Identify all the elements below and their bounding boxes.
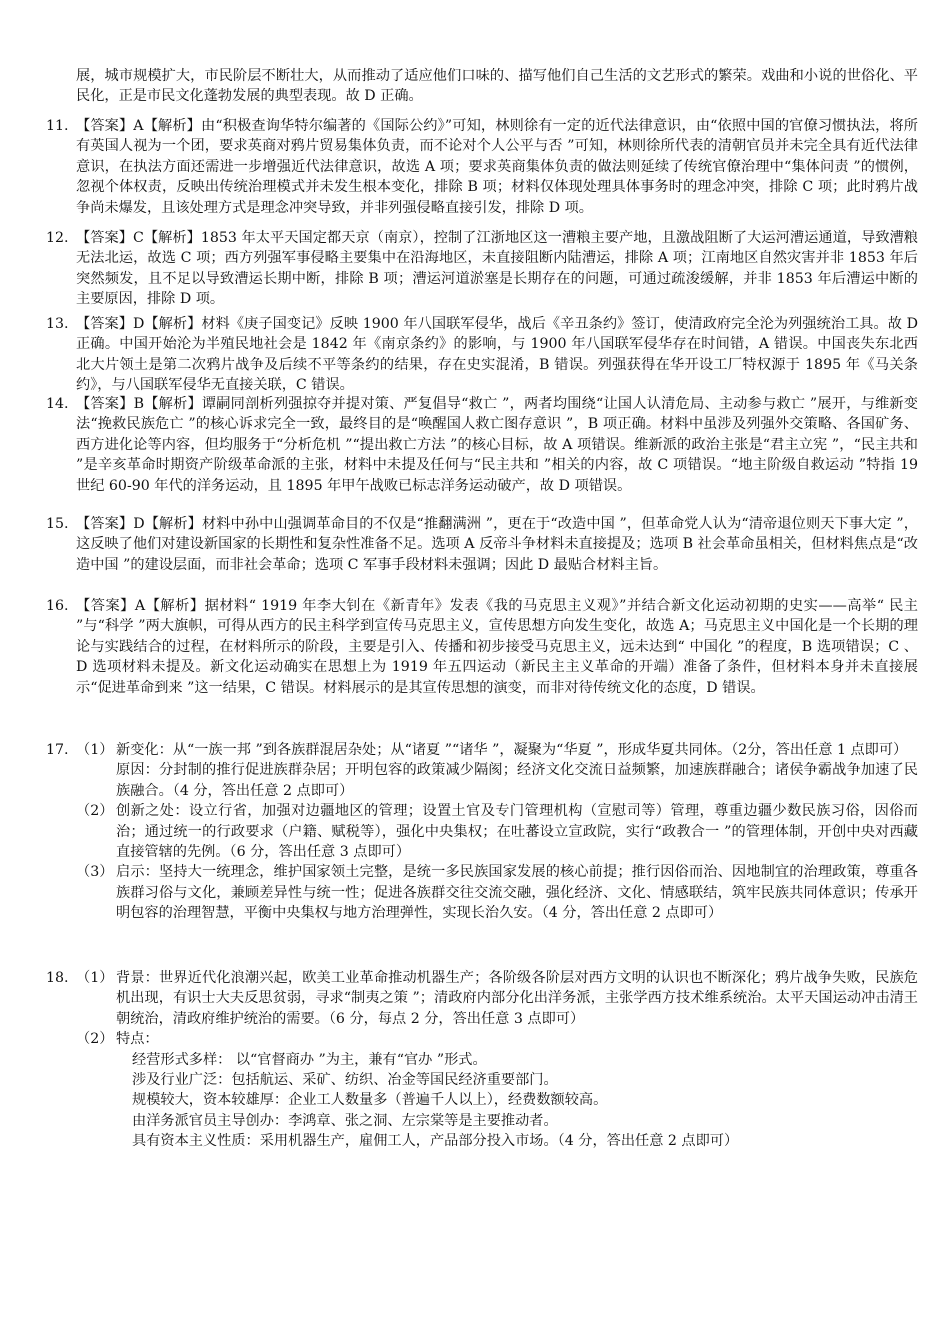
item-explanation: 【答案】D【解析】材料中孙中山强调革命目的不仅是“推翻满洲 ”，更在于“改造中国 ”，但革命党人认为“清帝退位则天下事大定 ”，这反映了他们对建设新国家的长期性和复杂性准备不足。选项 A 反帝斗争材料未直接提及；选项 B 社会革命虽相关，但材料焦点是“改造中国 ”的建设层面，而非社会革命；选项 C 军事手段材料未强调；因此 D 最贴合材料主旨。: [76, 516, 918, 573]
part-label: （1）: [76, 742, 114, 758]
question-number: 17.: [46, 742, 69, 758]
answer-item-11: [46, 116, 918, 218]
item-number: 13.: [46, 316, 69, 332]
question-number: 18.: [46, 970, 69, 986]
item-explanation: 【答案】C【解析】1853 年太平天国定都天京（南京），控制了江浙地区这一漕粮主要产地，且激战阻断了大运河漕运通道，导致漕粮无法北运，故选 C 项；西方列强军事侵略主要集中在沿海地区，未直接阻断内陆漕运，排除 A 项；江南地区自然灾害并非 1853 年后突然频发，且不足以导致漕运长期中断，排除 B 项；漕运河道淤塞是长期存在的问题，可通过疏浚缓解，并非 1853 年后漕运中断的主要原因，排除 D 项。: [76, 230, 918, 308]
question-18-answer: [46, 968, 918, 1152]
item-explanation: 【答案】A【解析】由“积极查询华特尔编著的《国际公约》”可知，林则徐有一定的近代法律意识，由“依照中国的官僚习惯执法，将所有英国人视为一个团，要求英商对鸦片贸易集体负责，而不论对个人公平与否 ”可知，林则徐所代表的清朝官员并未完全具有近代法律意识，在执法方面还需进一步增强近代法律意识，故选 A 项；要求英商集体负责的做法则延续了传统官僚治理中“集体问责 ”的惯例，忽视个体权责，反映出传统治理模式并未发生根本变化，排除 B 项；材料仅体现处理具体事务时的理念冲突，排除 C 项；此时鸦片战争尚未爆发，且该处理方式是理念冲突导致，并非列强侵略直接引发，排除 D 项。: [76, 118, 918, 216]
part-line: 创新之处：设立行省，加强对边疆地区的管理；设置土官及专门管理机构（宣慰司等）管理，尊重边疆少数民族习俗，因俗而治；通过统一的行政要求（户籍、赋税等），强化中央集权；在吐蕃设立宣政院，实行“政教合一 ”的管理体制，开创中央对西藏直接管辖的先例。（6 分，答出任意 3 点即可）: [116, 803, 918, 861]
question-17-answer: [46, 740, 918, 924]
answer-item-13: [46, 314, 918, 396]
answer-item-12: [46, 228, 918, 310]
answer-item-16: [46, 596, 918, 698]
part-label: （1）: [76, 970, 114, 986]
item-number: 12.: [46, 230, 69, 246]
part-heading: 特点：: [116, 1031, 159, 1048]
part-line: 原因：分封制的推行促进族群杂居；开明包容的政策减少隔阂；经济文化交流日益频繁，加速族群融合；诸侯争霸战争加速了民族融合。（4 分，答出任意 2 点即可）: [116, 762, 918, 799]
part-label: （2）: [76, 1031, 114, 1048]
q17-part-2: [76, 801, 918, 862]
q17-part-3: [76, 862, 918, 923]
item-explanation: 【答案】B【解析】谭嗣同剖析列强掠夺并提对策、严复倡导“救亡 ”，两者均围绕“让国人认清危局、主动参与救亡 ”展开，与维新变法“挽救民族危亡 ”的核心诉求完全一致，最终目的是“唤醒国人救亡图存意识 ”，B 项正确。材料中虽涉及列强外交策略、各国矿务、西方进化论等内容，但均服务于“分析危机 ”“提出救亡方法 ”的核心目标，故 A 项错误。维新派的政治主张是“君主立宪 ”，“民主共和 ”是辛亥革命时期资产阶级革命派的主张，材料中未提及任何与“民主共和 ”相关的内容，故 C 项错误。“地主阶级自救运动 ”特指 19 世纪 60-90 年代的洋务运动，且 1895 年甲午战败已标志洋务运动破产，故 D 项错误。: [76, 396, 918, 494]
item-explanation: 【答案】D【解析】材料《庚子国变记》反映 1900 年八国联军侵华，战后《辛丑条约》签订，使清政府完全沦为列强统治工具。故 D 正确。中国开始沦为半殖民地社会是 1842 年《南京条约》的影响，与 1900 年八国联军侵华存在时间错，A 错误。中国丧失东北西北大片领土是第二次鸦片战争及后续不平等条约的结果，存在史实混淆，B 错误。列强获得在华开设工厂特权源于 1895 年《马关条约》，与八国联军侵华无直接关联，C 错误。: [76, 316, 918, 394]
part-line: 新变化：从“一族一邦 ”到各族群混居杂处；从“诸夏 ”“诸华 ”，凝聚为“华夏 ”，形成华夏共同体。（2分，答出任意 1 点即可）: [116, 742, 908, 758]
item-number: 14.: [46, 396, 69, 412]
item-number: 15.: [46, 516, 69, 532]
feature-line: 具有资本主义性质：采用机器生产，雇佣工人，产品部分投入市场。（4 分，答出任意 2 点即可）: [132, 1133, 739, 1150]
previous-answer-continuation: 展，城市规模扩大，市民阶层不断壮大，从而推动了适应他们口味的、描写他们自己生活的文艺形式的繁荣。戏曲和小说的世俗化、平民化，正是市民文化蓬勃发展的典型表现。故 D 正确。: [76, 68, 918, 105]
part-label: （3）: [76, 864, 114, 881]
q18-part-2: [76, 1029, 918, 1151]
part-text: 背景：世界近代化浪潮兴起，欧美工业革命推动机器生产；各阶级各阶层对西方文明的认识也不断深化；鸦片战争失败，民族危机出现，有识士大夫反思贫弱，寻求“制夷之策 ”；清政府内部分化出洋务派，主张学西方技术维系统治。太平天国运动冲击清王朝统治，清政府维护统治的需要。（6 分，每点 2 分，答出任意 3 点即可）: [116, 970, 918, 1027]
item-explanation: 【答案】A【解析】据材料“ 1919 年李大钊在《新青年》发表《我的马克思主义观》”并结合新文化运动初期的史实——高举“ 民主 ”与“科学 ”两大旗帜，可得从西方的民主科学到宣传马克思主义，宣传思想方向发生变化，故选 A；马克思主义中国化是一个长期的理论与实践结合的过程，在材料所示的阶段，主要是引入、传播和初步接受马克思主义，远未达到“ 中国化 ”的程度，B 选项错误；C 、D 选项材料未提及。新文化运动确实在思想上为 1919 年五四运动（新民主主义革命的开端）准备了条件，但材料本身并未直接展示“促进革命到来 ”这一结果，C 错误。材料展示的是其宣传思想的演变，而非对待传统文化的态度，D 错误。: [76, 598, 918, 696]
feature-line: 由洋务派官员主导创办：李鸿章、张之洞、左宗棠等是主要推动者。: [132, 1112, 558, 1129]
feature-line: 经营形式多样： 以“官督商办 ”为主，兼有“官办 ”形式。: [132, 1051, 487, 1068]
answer-item-14: [46, 394, 918, 496]
feature-line: 规模较大，资本较雄厚：企业工人数量多（普遍千人以上），经费数额较高。: [132, 1092, 608, 1109]
answer-item-15: [46, 514, 918, 575]
q17-part-1: [76, 740, 918, 801]
part-label: （2）: [76, 803, 114, 820]
item-number: 16.: [46, 598, 69, 614]
q18-part-1: [76, 968, 918, 1029]
feature-line: 涉及行业广泛：包括航运、采矿、纺织、冶金等国民经济重要部门。: [132, 1072, 558, 1089]
part-line: 启示：坚持大一统理念，维护国家领土完整，是统一多民族国家发展的核心前提；推行因俗而治、因地制宜的治理政策，尊重各族群习俗与文化，兼顾差异性与统一性；促进各族群交往交流交融，强化经济、文化、情感联结，筑牢民族共同体意识；传承开明包容的治理智慧，平衡中央集权与地方治理弹性，实现长治久安。（4 分，答出任意 2 点即可）: [116, 864, 918, 922]
item-number: 11.: [46, 118, 69, 134]
